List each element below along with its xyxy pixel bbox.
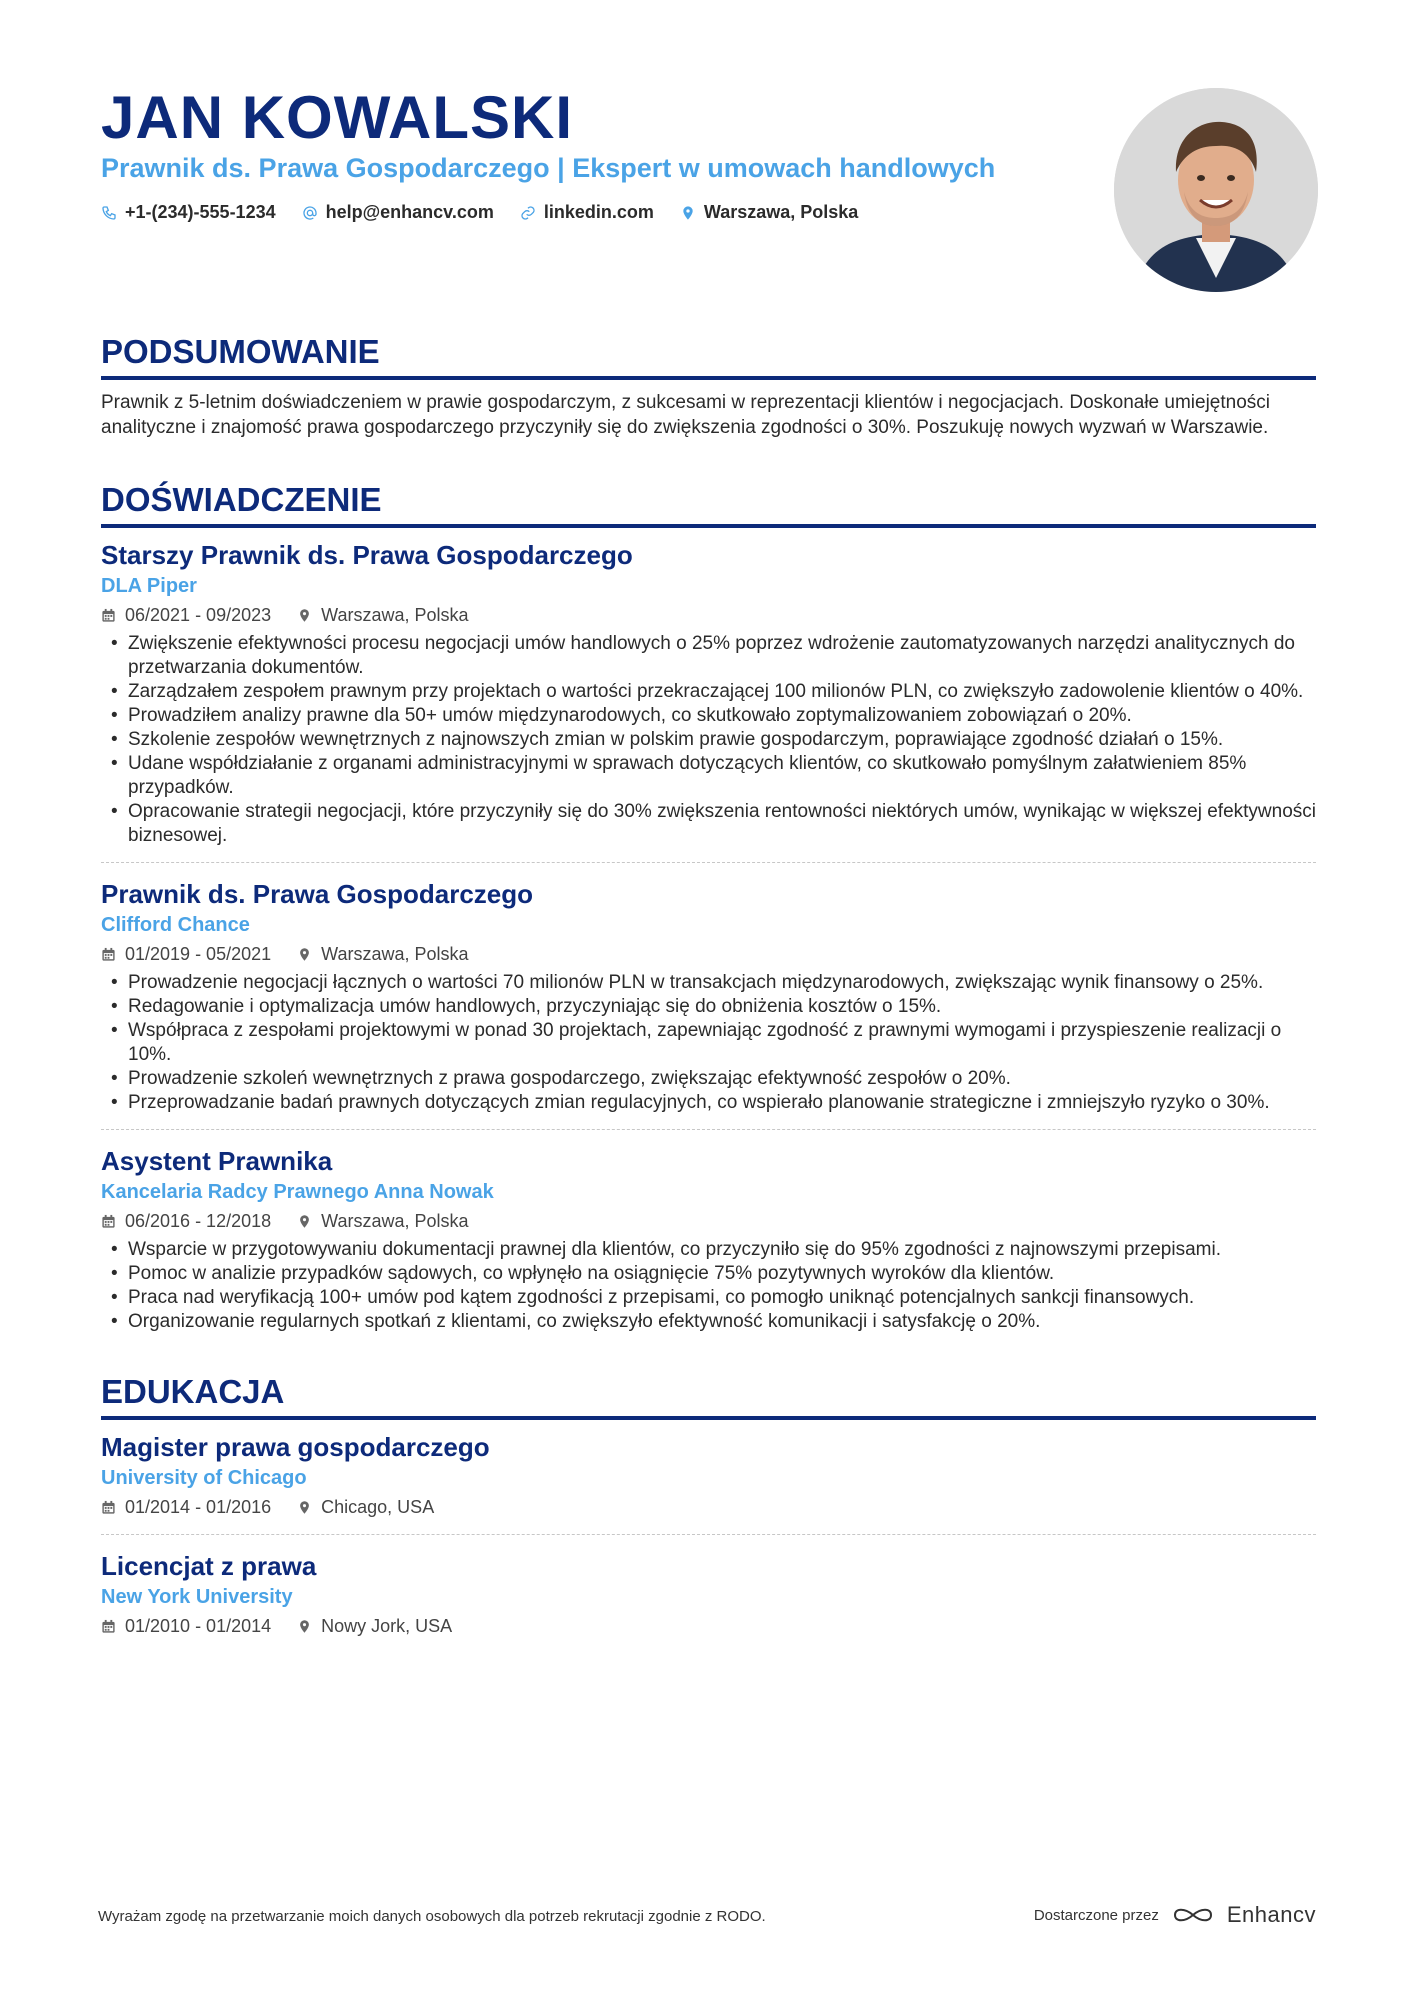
achievement-item: • Przeprowadzanie badań prawnych dotyczących zmian regulacyjnych, co wspierało planowanie strategiczne i zmniejszyło ryzyko o 30%.: [128, 1091, 1316, 1115]
section-divider: [101, 524, 1316, 528]
achievement-item: • Szkolenie zespołów wewnętrznych z najnowszych zmian w polskim prawie gospodarczym, poprawiające zgodność działań o 15%.: [128, 728, 1316, 752]
job-title: Asystent Prawnika: [101, 1146, 333, 1176]
company-name: DLA Piper: [101, 575, 197, 597]
achievement-item: • Zarządzałem zespołem prawnym przy projektach o wartości przekraczającej 100 milionów PLN, co zwiększyło zadowolenie klientów o 40%.: [128, 680, 1316, 704]
achievement-item: • Opracowanie strategii negocjacji, które przyczyniły się do 30% zwiększenia rentowności niektórych umów, wynikając w większej efektywności biznesowej.: [128, 800, 1316, 848]
experience-entry: [101, 877, 1316, 1115]
location-text: Nowy Jork, USA: [321, 1616, 453, 1636]
entry-meta: [101, 1208, 1316, 1234]
experience-entry: [101, 1144, 1316, 1334]
entry-dates: [101, 941, 271, 967]
map-pin-icon: [297, 608, 312, 623]
education-section: [101, 1372, 1316, 1639]
achievement-list: [101, 971, 1316, 1115]
contact-phone[interactable]: [101, 202, 276, 223]
map-pin-icon: [680, 205, 696, 221]
location-text: Chicago, USA: [321, 1497, 435, 1517]
summary-text: Prawnik z 5-letnim doświadczeniem w prawie gospodarczym, z sukcesami w reprezentacji klientów i negocjacjach. Doskonałe umiejętności analityczne i znajomość prawa gospodarczego przyczyniły się do zwiększenia zgodności o 30%. Poszukuję nowych wyzwań w Warszawie.: [101, 392, 1271, 438]
contact-email[interactable]: [302, 202, 494, 223]
map-pin-icon: [297, 1214, 312, 1229]
location-text: Warszawa, Polska: [321, 944, 469, 964]
company-name: Kancelaria Radcy Prawnego Anna Nowak: [101, 1181, 494, 1203]
location-text: Warszawa, Polska: [321, 1211, 469, 1231]
school-name: New York University: [101, 1586, 293, 1608]
linkedin-text: linkedin.com: [543, 202, 654, 222]
school-name: University of Chicago: [101, 1467, 307, 1489]
resume-header: [101, 0, 1316, 320]
dates-text: 01/2010 - 01/2014: [125, 1616, 272, 1636]
achievement-item: • Pomoc w analizie przypadków sądowych, co wpłynęło na osiągnięcie 75% pozytywnych wyroków dla klientów.: [128, 1262, 1316, 1286]
achievement-item: • Udane współdziałanie z organami administracyjnymi w sprawach dotyczących klientów, co skutkowało pomyślnym załatwieniem 85% przypadków.: [128, 752, 1316, 800]
job-title: Prawnik ds. Prawa Gospodarczego: [101, 879, 534, 909]
dates-text: 01/2019 - 05/2021: [125, 944, 272, 964]
achievement-list: [101, 1238, 1316, 1334]
entry-dates: [101, 1494, 271, 1520]
location-text: Warszawa, Polska: [703, 202, 859, 222]
calendar-icon: [101, 608, 116, 623]
contact-location: [680, 202, 858, 223]
profile-photo: [1114, 88, 1318, 292]
powered-by-label: Dostarczone przez: [1033, 1906, 1159, 1924]
degree-title: Licencjat z prawa: [101, 1551, 317, 1581]
section-divider: [101, 376, 1316, 380]
entry-dates: [101, 602, 271, 628]
experience-section: [101, 480, 1316, 1334]
dates-text: 06/2016 - 12/2018: [125, 1211, 272, 1231]
calendar-icon: [101, 1619, 116, 1634]
section-divider: [101, 1416, 1316, 1420]
entry-dates: [101, 1613, 271, 1639]
map-pin-icon: [297, 1619, 312, 1634]
degree-title: Magister prawa gospodarczego: [101, 1432, 490, 1462]
phone-text: +1-(234)-555-1234: [125, 202, 276, 222]
candidate-name: JAN KOWALSKI: [101, 84, 574, 151]
entry-location: [297, 941, 468, 967]
entry-meta: [101, 1613, 1316, 1639]
experience-heading: DOŚWIADCZENIE: [101, 481, 382, 518]
calendar-icon: [101, 1500, 116, 1515]
achievement-list: [101, 632, 1316, 848]
entry-location: [297, 1613, 452, 1639]
education-entry: [101, 1549, 1316, 1639]
calendar-icon: [101, 947, 116, 962]
summary-section: [101, 332, 1316, 440]
entry-dates: [101, 1208, 271, 1234]
summary-heading: PODSUMOWANIE: [101, 333, 380, 370]
dates-text: 01/2014 - 01/2016: [125, 1497, 272, 1517]
education-entry: [101, 1430, 1316, 1520]
entry-divider: [101, 1129, 1316, 1130]
entry-location: [297, 1208, 468, 1234]
candidate-title: Prawnik ds. Prawa Gospodarczego | Ekspert w umowach handlowych: [101, 153, 996, 183]
entry-location: [297, 1494, 434, 1520]
enhancv-logo-icon: [1171, 1904, 1215, 1926]
location-text: Warszawa, Polska: [321, 605, 469, 625]
link-icon: [520, 205, 536, 221]
email-text: help@enhancv.com: [325, 202, 494, 222]
entry-location: [297, 602, 468, 628]
contact-linkedin[interactable]: [520, 202, 654, 223]
company-name: Clifford Chance: [101, 914, 250, 936]
entry-meta: [101, 941, 1316, 967]
consent-text: Wyrażam zgodę na przetwarzanie moich danych osobowych dla potrzeb rekrutacji zgodnie z RODO.: [98, 1908, 766, 1925]
entry-meta: [101, 1494, 1316, 1520]
calendar-icon: [101, 1214, 116, 1229]
contact-row: [101, 202, 858, 223]
achievement-item: • Prowadzenie negocjacji łącznych o wartości 70 milionów PLN w transakcjach międzynarodowych, zwiększając wynik finansowy o 25%.: [128, 971, 1316, 995]
achievement-item: • Wsparcie w przygotowywaniu dokumentacji prawnej dla klientów, co przyczyniło się do 95% zgodności z najnowszymi przepisami.: [128, 1238, 1316, 1262]
achievement-item: • Organizowanie regularnych spotkań z klientami, co zwiększyło efektywność komunikacji i satysfakcję o 20%.: [128, 1310, 1316, 1334]
achievement-item: • Redagowanie i optymalizacja umów handlowych, przyczyniając się do obniżenia kosztów o 15%.: [128, 995, 1316, 1019]
brand-wordmark: Enhancv: [1226, 1902, 1316, 1927]
education-heading: EDUKACJA: [101, 1373, 285, 1410]
achievement-item: • Współpraca z zespołami projektowymi w ponad 30 projektach, zapewniając zgodność z prawnymi wymogami i przyspieszenie realizacji o 10%.: [128, 1019, 1316, 1067]
map-pin-icon: [297, 947, 312, 962]
achievement-item: • Praca nad weryfikacją 100+ umów pod kątem zgodności z przepisami, co pomogło uniknąć potencjalnych sankcji finansowych.: [128, 1286, 1316, 1310]
entry-meta: [101, 602, 1316, 628]
job-title: Starszy Prawnik ds. Prawa Gospodarczego: [101, 540, 633, 570]
at-sign-icon: [302, 205, 318, 221]
resume-page: [101, 0, 1316, 1639]
experience-entry: [101, 538, 1316, 848]
achievement-item: • Zwiększenie efektywności procesu negocjacji umów handlowych o 25% poprzez wdrożenie zautomatyzowanych narzędzi analitycznych do przetwarzania dokumentów.: [128, 632, 1316, 680]
brand-badge[interactable]: [1034, 1902, 1316, 1928]
entry-divider: [101, 862, 1316, 863]
entry-divider: [101, 1534, 1316, 1535]
achievement-item: • Prowadzenie szkoleń wewnętrznych z prawa gospodarczego, zwiększając efektywność zespołów o 20%.: [128, 1067, 1316, 1091]
map-pin-icon: [297, 1500, 312, 1515]
phone-icon: [101, 205, 117, 221]
achievement-item: • Prowadziłem analizy prawne dla 50+ umów międzynarodowych, co skutkowało zoptymalizowaniem zobowiązań o 20%.: [128, 704, 1316, 728]
dates-text: 06/2021 - 09/2023: [125, 605, 272, 625]
